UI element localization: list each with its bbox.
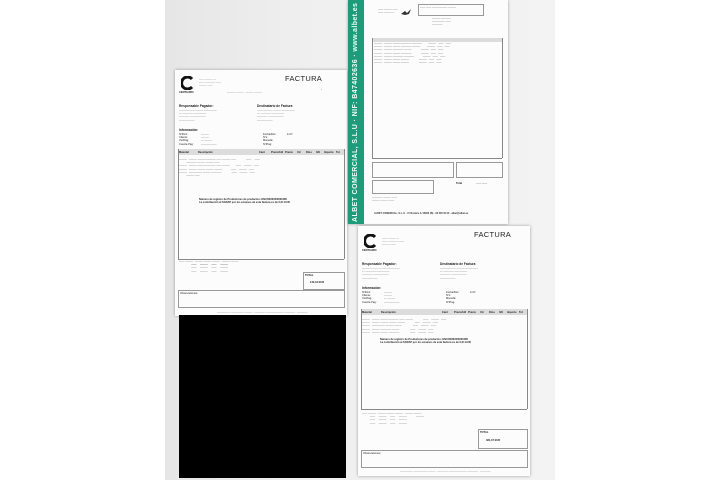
- table-rule: [372, 158, 502, 159]
- albet-total-label: Total: [456, 182, 463, 185]
- bird-logo-icon: [400, 4, 412, 22]
- table-rule: [502, 38, 503, 158]
- col-discount: Dtos: [306, 150, 312, 154]
- payer-address: —————— ——— ————— — ———— ————— ———— —————— ——————: [362, 267, 400, 280]
- table-rule: [372, 38, 373, 158]
- col-amount: Importe: [507, 310, 517, 314]
- total-label: TOTAL: [480, 431, 489, 434]
- albet-bank-block: ———— ——— —— ——— ——— ——: [372, 196, 397, 203]
- packaging-note: Número de registro de Productores de productos: ENV/2023/000000185 La contribución al SCRAP por los envases de esta factura es de 0,01 EUR: [199, 198, 290, 205]
- albet-subtotal-box: [456, 162, 503, 178]
- redaction-block: [179, 315, 346, 478]
- company-address-block: —— ——— — —— ———— —— ——— ——: [382, 237, 405, 247]
- observations-box: [178, 290, 345, 308]
- invoice-document-albet: [348, 0, 508, 224]
- table-rule: [178, 149, 179, 259]
- centauro-logo: [364, 234, 378, 248]
- footer-legal: ————— ————— ——— · ———— ——————— ———— · ————: [400, 470, 491, 473]
- packaging-note: Número de registro de Productores de productos: ENV/2023/000000185 La contribución al SCRAP por los envases de esta factura es de 0,01 EUR: [380, 338, 471, 345]
- table-rule: [344, 149, 345, 259]
- invoice-document-right: [358, 226, 530, 476]
- brand-name: CENTAURO: [362, 249, 377, 252]
- observations-box: [361, 450, 528, 468]
- col-total: Tot: [519, 310, 523, 314]
- col-vat: IVA: [316, 150, 321, 154]
- albet-tax-box: [372, 162, 454, 178]
- info-labels-left: Nº/Doc: Cliente: Vto/Pag: Cuenta Pag:: [179, 133, 194, 146]
- centauro-logo: [181, 76, 195, 90]
- recipient-heading: Destinatario de Factura: [257, 104, 293, 108]
- info-labels-left: Nº/Doc: Cliente: Vto/Pag: Cuenta Pag:: [362, 291, 377, 304]
- albet-payment-box: [372, 180, 434, 194]
- col-quantity: Cant: [259, 150, 265, 154]
- albet-doc-number-text: —— —— —————— ———: [420, 6, 456, 9]
- invoice-document-left: [175, 70, 347, 316]
- brand-name: CENTAURO: [179, 91, 194, 94]
- albet-band-text: ALBET COMERCIAL, S.L.U · NIF: B47402636 · www.albet.es: [352, 2, 359, 222]
- col-material: Material: [362, 310, 372, 314]
- footer-legal: ————— ————— ——— · ———— ——————— ———— · ————: [217, 311, 308, 314]
- items-table-body: ——— ——— ——————— —— ——— —— ——— —— ——— ——— ——— ——— ——— —— ——— —— ——— ————— ——— ——— —— ——— —— ——— ——— ———— ——— —— ——— —— ——— ——— ——— ———— —— ——— ——: [362, 318, 447, 334]
- info-heading: Información:: [179, 128, 199, 132]
- col-description: Descripción: [381, 310, 396, 314]
- recipient-address: —————— ——— ————— — ———— ————— ———— —————— ——————: [257, 109, 295, 122]
- info-values-right: EUR: [287, 133, 293, 136]
- table-rule: [361, 309, 362, 409]
- company-contacts: ——— ——— · ——— ———: [227, 91, 262, 94]
- col-total: Tot: [336, 150, 340, 154]
- col-unit: Ud: [297, 150, 301, 154]
- payer-address: —————— ——— ————— — ———— ————— ———— —————— ——————: [179, 109, 217, 122]
- col-material: Material: [179, 150, 189, 154]
- info-heading: Información:: [362, 286, 382, 290]
- tax-summary: —— ——— · ——— ——— ——— · ——— ——— —— ——— —— ——— ——— —— ——— —— ——— —— ——— —— ———: [362, 412, 424, 425]
- total-label: TOTAL: [305, 274, 314, 277]
- info-values-right: EUR: [470, 291, 476, 294]
- recipient-address: —————— ——— ————— — ———— ————— ———— —————— ——————: [440, 267, 478, 280]
- info-values-left: ——— ——— — ——— ——————: [201, 133, 217, 146]
- albet-table-body: ——— · ——— ——————— ———— ——— —— —— ——— · ——— ——— ———— ——— ——— —— —— ——— · ——— ———— ——— ——— —— —— ——— · ——— ——— ———— ——— —— —— ——— · ——— ———— ———— ——— —— —— ——— · ——— ——— ——— ——— —— —— ——— · ——— ——— ——— ——— —— ——: [374, 42, 451, 65]
- albet-client-block: ——— ———— ————— —— ————: [432, 17, 451, 27]
- albet-footer: ALBET COMERCIAL, S.L.U. · C/ Bonaire 3, 08000 (B) · 93 000 00 00 · albet@albet.es: [374, 212, 469, 215]
- col-quantity: Cant: [442, 310, 448, 314]
- albet-header-block: —— ——— —— —— ————: [378, 8, 398, 15]
- total-value: 381,37 EUR: [486, 439, 501, 442]
- company-address-block: —— ——— — —— ———— —— ——— ——: [199, 78, 222, 88]
- recipient-heading: Destinatario de Factura: [440, 262, 476, 266]
- col-unit-price: Precio/Ud: [454, 310, 467, 314]
- table-rule: [527, 309, 528, 409]
- info-labels-right: Fecha/Doc: Nºs: Moneda: Nº/Pag:: [446, 291, 460, 304]
- invoice-title: FACTURA: [474, 230, 512, 239]
- col-unit-price: Precio/Ud: [271, 150, 284, 154]
- page-marker: ▪: [321, 88, 322, 91]
- info-labels-right: Fecha/Doc: Nºs: Moneda: Nº/Pag:: [263, 133, 277, 146]
- invoice-title: FACTURA: [285, 74, 323, 83]
- observations-label: Observaciones:: [180, 292, 199, 295]
- items-table-body: ——— ——— ——————— —— ——— —— —— —— ———— ——— ——— —— ——— ——— ——————— —— ——— —— ——— —— ——— ——— ——— ——— ——— —— ——— —— ——— ————— ——— ———— —— ——— —— ——— ——: [179, 158, 260, 178]
- col-unit: Ud: [480, 310, 484, 314]
- total-value: 132,34 EUR: [310, 281, 325, 284]
- col-price: Precio: [468, 310, 476, 314]
- col-vat: IVA: [499, 310, 504, 314]
- payer-heading: Responsable Pagador:: [179, 104, 214, 108]
- table-rule: [361, 409, 527, 410]
- albet-vertical-band: [348, 0, 364, 224]
- col-description: Descripción: [198, 150, 213, 154]
- col-price: Precio: [285, 150, 293, 154]
- payer-heading: Responsable Pagador:: [362, 262, 397, 266]
- observations-label: Observaciones:: [363, 452, 382, 455]
- tax-summary: —— ——— · ——— ——— ——— · ——— ——— —— ——— —— ——— —— ——— —— ——— —— ——— —— ———: [179, 260, 239, 273]
- info-values-left: ——— ——— — ——— ——————: [384, 291, 400, 304]
- col-amount: Importe: [324, 150, 334, 154]
- col-discount: Dtos: [489, 310, 495, 314]
- albet-total-value: —— ——: [476, 182, 488, 185]
